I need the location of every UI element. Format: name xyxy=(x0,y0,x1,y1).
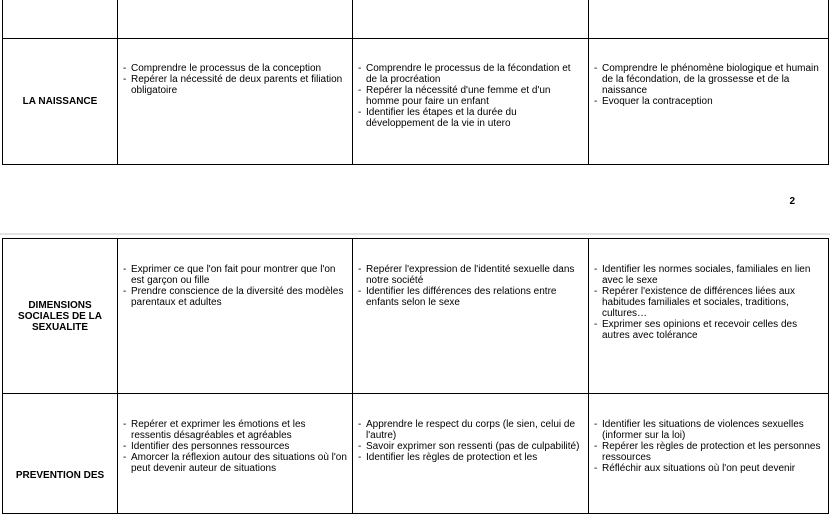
list-item: - Amorcer la réflexion autour des situations où l'on peut devenir auteur de situations xyxy=(118,452,352,474)
table-cell xyxy=(589,394,829,514)
curriculum-table-page-2 xyxy=(2,238,829,514)
row-label-naissance: LA NAISSANCE xyxy=(3,39,118,165)
list-item: - Réfléchir aux situations où l'on peut devenir xyxy=(589,463,828,474)
row-label-dimensions-sociales: DIMENSIONS SOCIALES DE LA SEXUALITE xyxy=(3,239,118,394)
table-row xyxy=(3,394,829,514)
table-cell xyxy=(589,39,829,165)
page-number: 2 xyxy=(789,196,795,207)
table-cell xyxy=(118,0,353,39)
table-row xyxy=(3,0,829,39)
row-label xyxy=(3,0,118,39)
list-item: - Identifier les différences des relations entre enfants selon le sexe xyxy=(353,286,588,308)
list-item: - Identifier les situations de violences sexuelles (informer sur la loi) xyxy=(589,419,828,441)
table-cell xyxy=(118,39,353,165)
list-item: - Identifier les règles de protection et les xyxy=(353,452,588,463)
curriculum-table-page-1 xyxy=(2,0,829,165)
table-cell xyxy=(353,0,589,39)
list-item: - Identifier les normes sociales, familiales en lien avec le sexe xyxy=(589,264,828,286)
table-cell xyxy=(353,239,589,394)
list-item: - Comprendre le phénomène biologique et humain de la fécondation, de la grossesse et de la naissance xyxy=(589,63,828,96)
table-cell xyxy=(118,239,353,394)
list-item: - Repérer et exprimer les émotions et les ressentis désagréables et agréables xyxy=(118,419,352,441)
list-item: - Apprendre le respect du corps (le sien, celui de l'autre) xyxy=(353,419,588,441)
row-label-text: PREVENTION DES xyxy=(15,470,105,481)
list-item: - Evoquer la contraception xyxy=(589,96,828,107)
list-item: - Exprimer ce que l'on fait pour montrer que l'on est garçon ou fille xyxy=(118,264,352,286)
list-item: - Repérer les règles de protection et les personnes ressources xyxy=(589,441,828,463)
list-item: - Identifier des personnes ressources xyxy=(118,441,352,452)
table-row xyxy=(3,39,829,165)
list-item: - Exprimer ses opinions et recevoir celles des autres avec tolérance xyxy=(589,319,828,341)
list-item: - Repérer la nécessité de deux parents et filiation obligatoire xyxy=(118,74,352,96)
list-item: - Repérer l'expression de l'identité sexuelle dans notre société xyxy=(353,264,588,286)
table-cell xyxy=(589,239,829,394)
list-item: - Comprendre le processus de la fécondation et de la procréation xyxy=(353,63,588,85)
list-item: - Savoir exprimer son ressenti (pas de culpabilité) xyxy=(353,441,588,452)
list-item: - Repérer l'existence de différences liées aux habitudes familiales et sociales, traditions, cultures… xyxy=(589,286,828,319)
row-label-prevention xyxy=(3,394,118,514)
list-item: - Prendre conscience de la diversité des modèles parentaux et adultes xyxy=(118,286,352,308)
table-row xyxy=(3,239,829,394)
list-item: - Comprendre le processus de la conception xyxy=(118,63,352,74)
table-cell xyxy=(353,394,589,514)
list-item: - Repérer la nécessité d'une femme et d'un homme pour faire un enfant xyxy=(353,85,588,107)
page-separator xyxy=(0,233,830,235)
list-item: - Identifier les étapes et la durée du développement de la vie in utero xyxy=(353,107,588,129)
table-cell xyxy=(118,394,353,514)
table-cell xyxy=(353,39,589,165)
table-cell xyxy=(589,0,829,39)
